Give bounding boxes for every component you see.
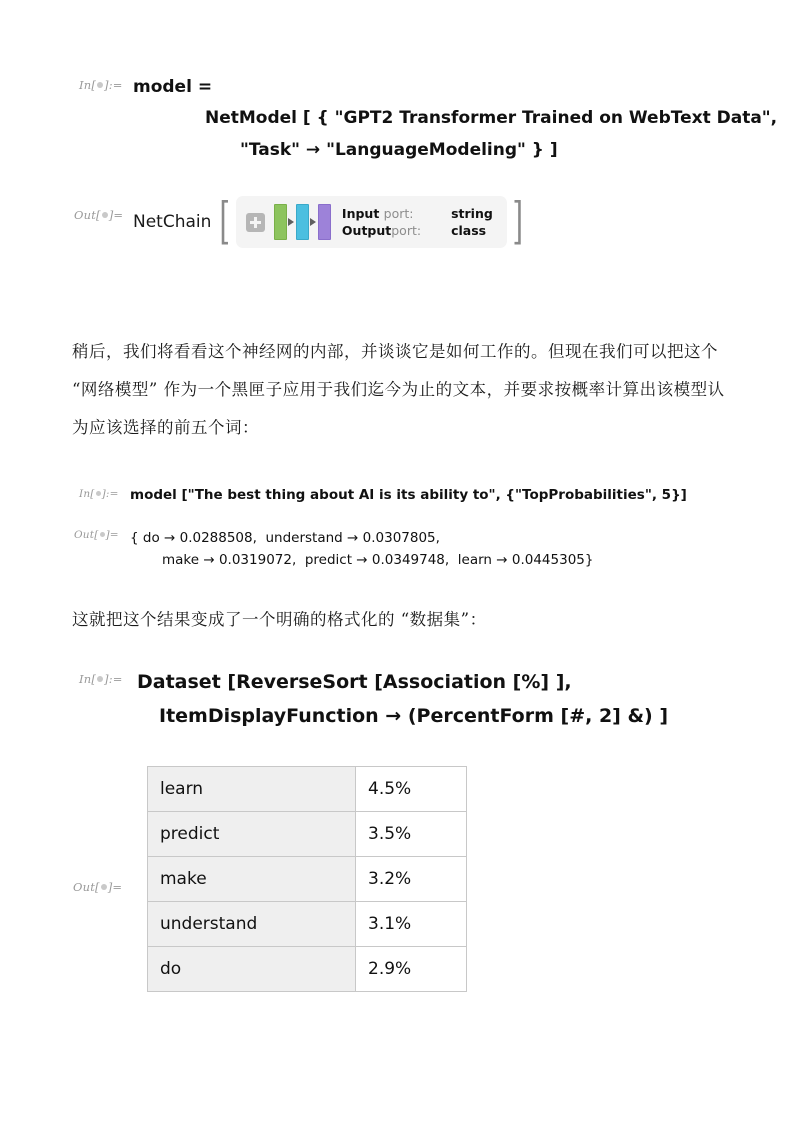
out-label-prefix: Out[ xyxy=(73,880,100,894)
cell-dot-icon xyxy=(100,532,105,537)
code-line-1: model = xyxy=(133,77,213,97)
out-label-prefix: Out[ xyxy=(74,208,101,222)
output-port-value: class xyxy=(451,223,487,238)
cell-dot-icon xyxy=(97,676,103,682)
cell-dot-icon xyxy=(101,884,107,890)
input-port-value: string xyxy=(451,206,493,221)
input-cell-2[interactable] xyxy=(79,485,687,505)
input-port-key-suffix: port: xyxy=(383,206,414,221)
netchain-head-label: NetChain xyxy=(133,212,212,232)
row-key: do xyxy=(148,947,356,992)
arrow-right-icon xyxy=(288,218,294,226)
output-cell-1[interactable] xyxy=(74,192,527,250)
plus-icon[interactable] xyxy=(246,213,265,232)
row-value: 3.5% xyxy=(356,812,467,857)
input-port-key: Input xyxy=(341,206,380,221)
output-port-key: Output xyxy=(341,223,392,238)
out-label-suffix: ]= xyxy=(108,208,124,222)
out-label-suffix: ]= xyxy=(105,529,119,541)
row-value: 4.5% xyxy=(356,767,467,812)
out-label-3[interactable] xyxy=(73,880,143,894)
in-label-1[interactable] xyxy=(79,72,133,92)
table-row[interactable] xyxy=(148,857,467,902)
output-cell-2-code xyxy=(130,527,593,571)
port-info xyxy=(342,205,493,239)
code-line-2: NetModel [ { "GPT2 Transformer Trained on WebText Data", xyxy=(205,108,778,128)
in-label-suffix: ]:= xyxy=(104,672,123,686)
row-key: understand xyxy=(148,902,356,947)
out-label-prefix: Out[ xyxy=(74,529,99,541)
out-line-1: { do → 0.0288508, understand → 0.0307805, xyxy=(130,530,440,546)
row-key: predict xyxy=(148,812,356,857)
code-line-1: model ["The best thing about AI is its ability to", {"TopProbabilities", 5}] xyxy=(130,487,687,503)
cell-dot-icon xyxy=(96,491,101,496)
arrow-right-icon xyxy=(310,218,316,226)
layer-green-icon xyxy=(274,204,287,240)
dataset-table[interactable] xyxy=(147,766,467,992)
network-diagram xyxy=(274,204,331,240)
cell-dot-icon xyxy=(97,82,103,88)
table-row[interactable] xyxy=(148,902,467,947)
in-label-prefix: In[ xyxy=(79,78,97,92)
row-value: 2.9% xyxy=(356,947,467,992)
out-label-1[interactable] xyxy=(74,196,133,222)
input-cell-1[interactable] xyxy=(79,72,777,166)
row-key: learn xyxy=(148,767,356,812)
in-label-suffix: ]:= xyxy=(101,488,119,500)
input-port-label xyxy=(342,205,421,222)
row-key: make xyxy=(148,857,356,902)
paragraph-1: 稍后，我们将看看这个神经网的内部，并谈谈它是如何工作的。但现在我们可以把这个 “网络模型” 作为一个黑匣子应用于我们迄今为止的文本，并要求按概率计算出该模型认为应该选择的前五个词： xyxy=(72,342,725,437)
out-label-suffix: ]= xyxy=(107,880,123,894)
input-cell-1-code[interactable] xyxy=(133,72,777,166)
output-cell-2[interactable] xyxy=(74,527,593,571)
table-row[interactable] xyxy=(148,947,467,992)
code-line-1: Dataset [ReverseSort [Association [%] ], xyxy=(137,671,572,693)
in-label-prefix: In[ xyxy=(79,672,97,686)
table-row[interactable] xyxy=(148,767,467,812)
dataset-table-body xyxy=(148,767,467,992)
code-line-2: ItemDisplayFunction → (PercentForm [#, 2] &) ] xyxy=(159,705,669,727)
output-port-key-suffix: port: xyxy=(391,223,422,238)
input-cell-3[interactable] xyxy=(79,665,668,733)
in-label-3[interactable] xyxy=(79,665,137,686)
in-label-suffix: ]:= xyxy=(104,78,123,92)
layer-purple-icon xyxy=(318,204,331,240)
layer-blue-icon xyxy=(296,204,309,240)
table-row[interactable] xyxy=(148,812,467,857)
row-value: 3.2% xyxy=(356,857,467,902)
netchain-expression[interactable]: NetChain [ Input port: string Outputport: class ] xyxy=(133,192,523,250)
netchain-summary-box[interactable] xyxy=(236,196,507,248)
out-line-2: make → 0.0319072, predict → 0.0349748, learn → 0.0445305} xyxy=(162,552,594,568)
row-value: 3.1% xyxy=(356,902,467,947)
in-label-2[interactable] xyxy=(79,485,130,500)
cell-dot-icon xyxy=(102,212,108,218)
code-line-3: "Task" → "LanguageModeling" } ] xyxy=(240,140,558,160)
output-port-label xyxy=(342,222,421,239)
paragraph-2: 这就把这个结果变成了一个明确的格式化的 “数据集”： xyxy=(72,610,487,629)
in-label-prefix: In[ xyxy=(79,488,95,500)
out-label-2[interactable] xyxy=(74,527,130,541)
input-cell-3-code[interactable] xyxy=(137,665,668,733)
